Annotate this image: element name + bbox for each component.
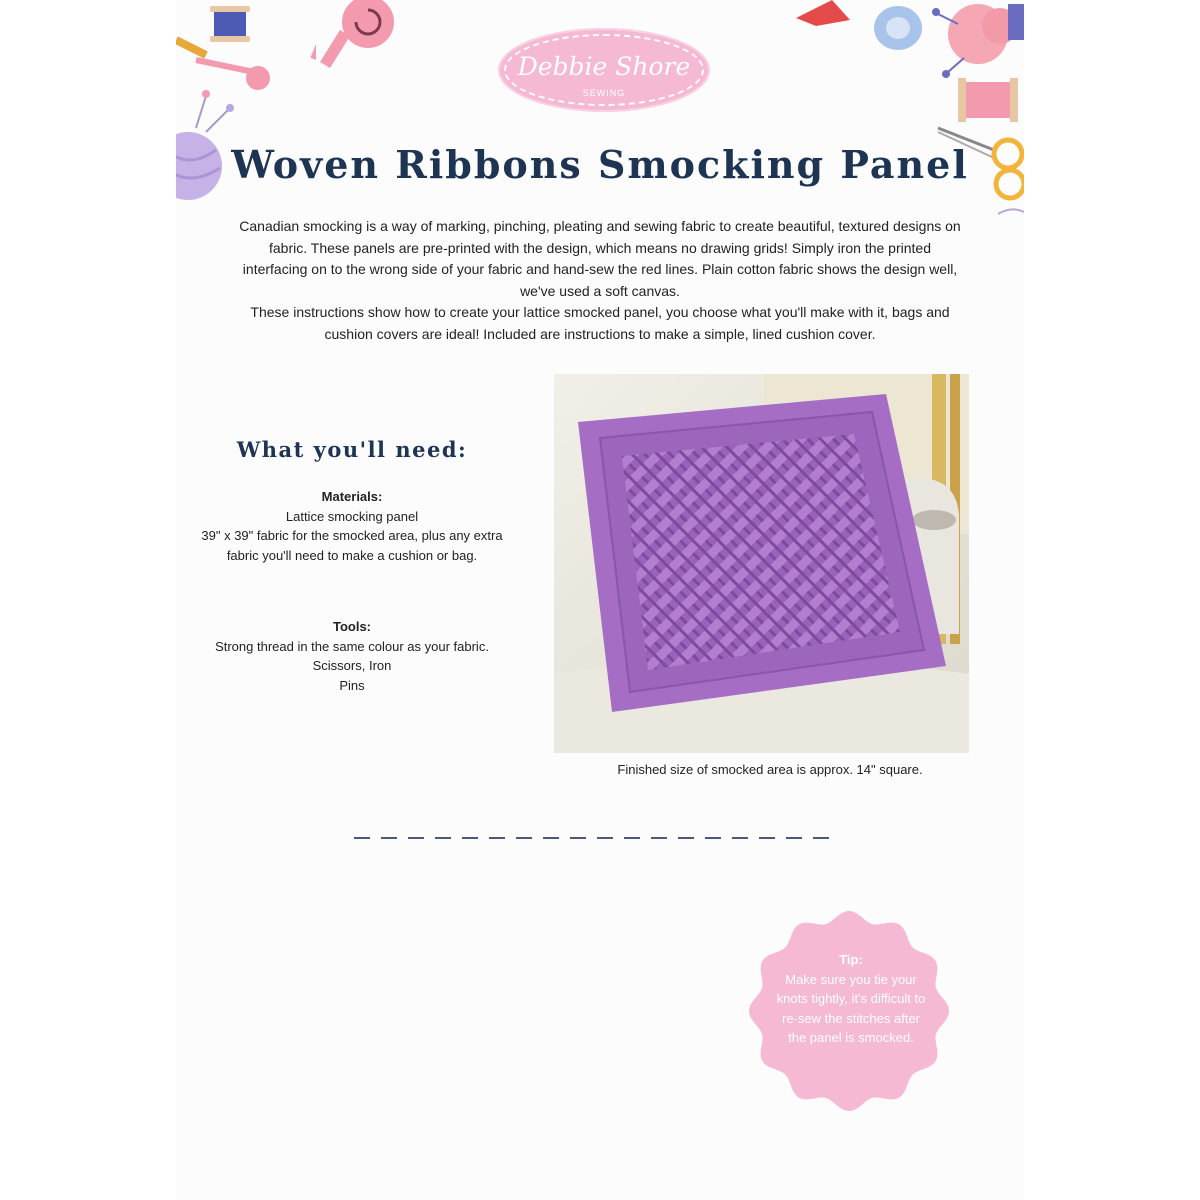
chalk-icon bbox=[796, 0, 850, 26]
materials-section bbox=[186, 487, 518, 565]
tip-text: Make sure you tie your knots tightly, it's difficult to re-sew the stitches after the panel is smocked. bbox=[776, 971, 926, 1045]
tools-item: Strong thread in the same colour as your fabric. bbox=[215, 638, 489, 654]
photo-caption: Finished size of smocked area is approx. 14" square. bbox=[617, 762, 923, 777]
instruction-page bbox=[176, 0, 1024, 1200]
tools-item: Scissors, Iron bbox=[312, 658, 392, 673]
tools-heading: Tools: bbox=[332, 619, 372, 634]
spool-icon bbox=[958, 78, 1018, 122]
logo-subtitle: SEWING bbox=[582, 88, 626, 98]
sewing-decorations-right bbox=[788, 0, 1024, 220]
tip-heading: Tip: bbox=[839, 952, 863, 967]
materials-item: 39" x 39" fabric for the smocked area, plus any extra fabric you'll need to make a cushion or bag. bbox=[201, 528, 503, 563]
what-you-need-heading: What you'll need: bbox=[236, 437, 468, 462]
pins-icon bbox=[176, 40, 270, 90]
tools-section bbox=[214, 617, 490, 695]
thread-spool-icon bbox=[210, 6, 250, 42]
pincushion-icon bbox=[932, 4, 1024, 78]
tools-item: Pins bbox=[339, 677, 365, 693]
materials-item: Lattice smocking panel bbox=[285, 508, 419, 524]
intro-text bbox=[238, 216, 962, 345]
dashed-divider bbox=[354, 835, 834, 841]
page-title: Woven Ribbons Smocking Panel bbox=[231, 142, 969, 187]
logo-name: Debbie Shore bbox=[517, 52, 691, 81]
tip-callout bbox=[776, 950, 926, 1048]
smocked-cushion-photo bbox=[554, 374, 969, 753]
tape-roll-icon bbox=[316, 0, 406, 80]
tape-measure-icon bbox=[874, 6, 922, 50]
intro-paragraph: These instructions show how to create your lattice smocked panel, you choose what you'll make with it, bags and cushion covers are ideal! Included are instructions to make a simple, lined cushion cover. bbox=[250, 304, 950, 342]
materials-heading: Materials: bbox=[321, 489, 383, 504]
brand-logo bbox=[498, 28, 710, 112]
intro-paragraph: Canadian smocking is a way of marking, pinching, pleating and sewing fabric to create beautiful, textured designs on fabric. These panels are pre-printed with the design, which means no drawing grids! Simply iron the printed interfacing on to the wrong side of your fabric and hand-sew the red lines. Plain cotton fabric shows the design well, we've used a soft canvas. bbox=[239, 218, 961, 299]
